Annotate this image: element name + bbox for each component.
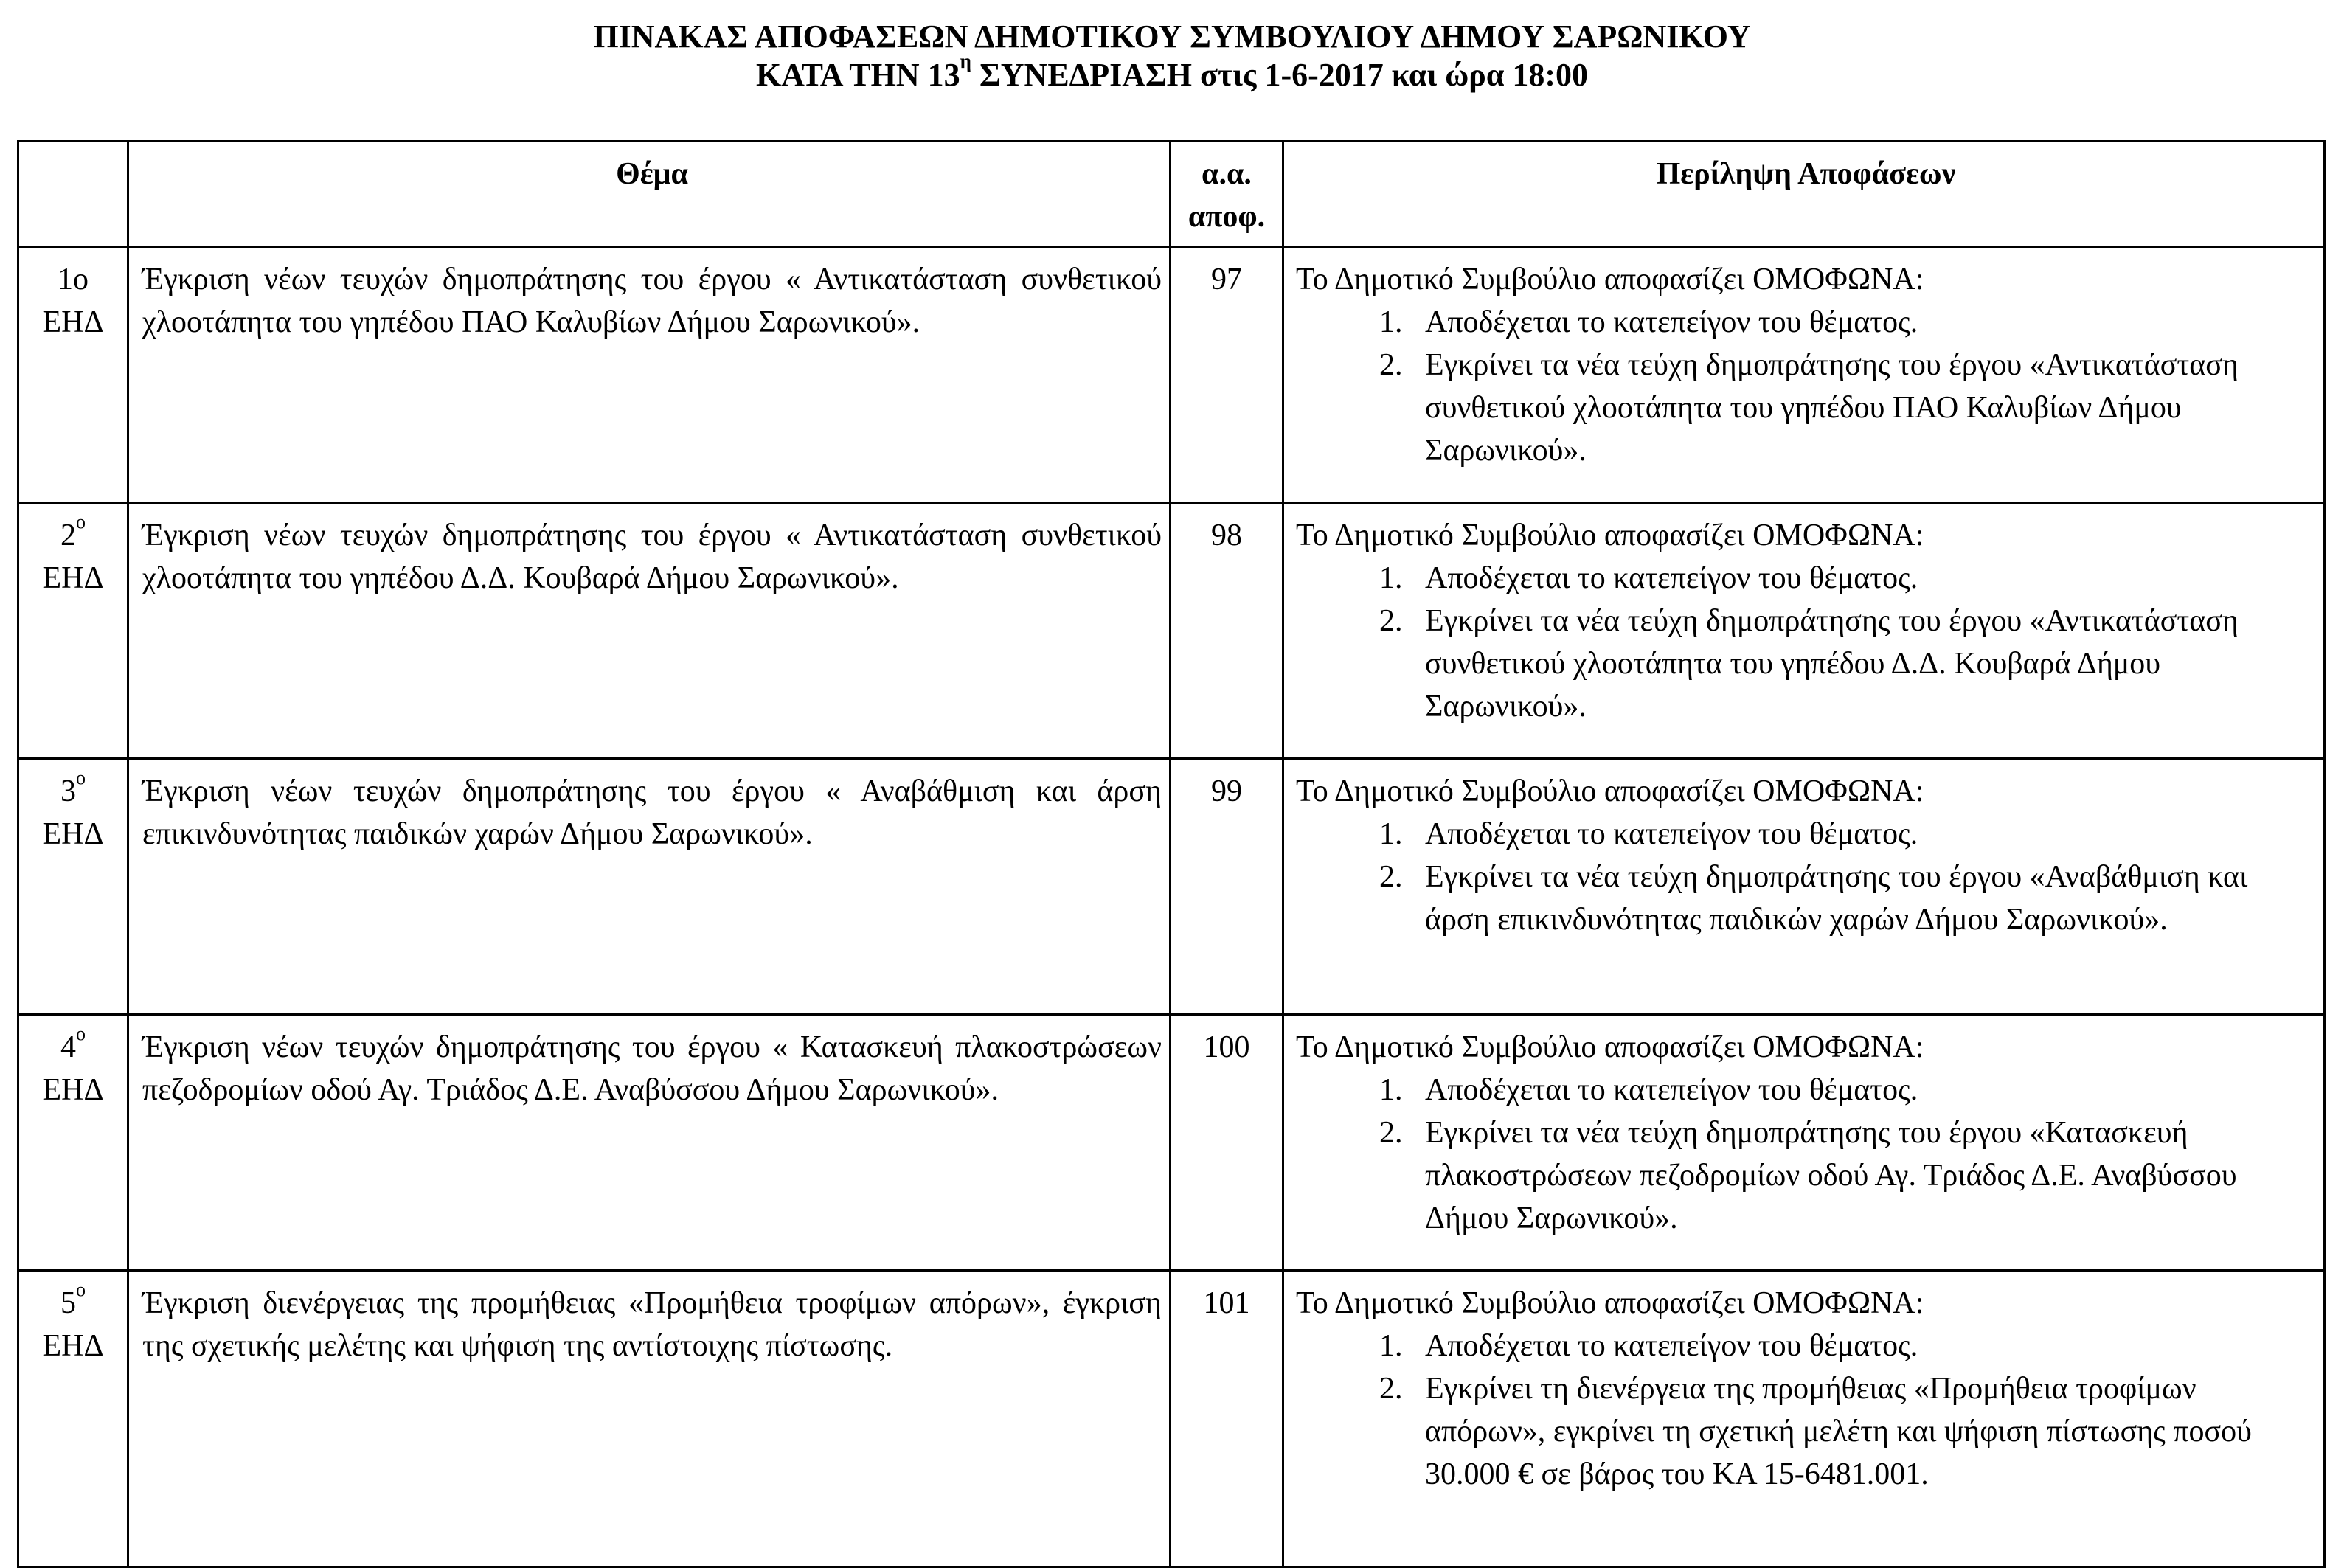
row-number-suffix: ΕΗΔ	[42, 1329, 104, 1363]
decision-item: 1. Αποδέχεται το κατεπείγον του θέματος.	[1410, 557, 2316, 600]
row-number	[18, 503, 128, 759]
row-summary	[1283, 759, 2325, 1015]
decision-item: 2. Εγκρίνει τα νέα τεύχη δημοπράτησης του έργου «Αναβάθμιση και άρση επικινδυνότητας παιδικών χαρών Δήμου Σαρωνικού».	[1410, 856, 2316, 941]
subtitle-pre: ΚΑΤΑ ΤΗΝ 13	[755, 57, 960, 93]
row-number-suffix: ΕΗΔ	[42, 817, 104, 851]
row-number	[18, 1015, 128, 1271]
header-aa-line1: α.α.	[1202, 157, 1252, 191]
decision-item: 1. Αποδέχεται το κατεπείγον του θέματος.	[1410, 1325, 2316, 1367]
header-summary: Περίληψη Αποφάσεων	[1283, 142, 2325, 247]
row-number-superscript: ο	[76, 511, 86, 533]
summary-intro: Το Δημοτικό Συμβούλιο αποφασίζει ΟΜΟΦΩΝΑ:	[1296, 1286, 1924, 1320]
decision-list	[1296, 1069, 2316, 1240]
decision-item: 2. Εγκρίνει τη διενέργεια της προμήθειας «Προμήθεια τροφίμων απόρων», εγκρίνει τη σχετική μελέτη και ψήφιση πίστωσης ποσού 30.000 € σε βάρος του ΚΑ 15-6481.001.	[1410, 1367, 2316, 1496]
header-aa-line2: αποφ.	[1187, 200, 1266, 234]
row-decision-no: 99	[1171, 759, 1283, 1015]
decision-list	[1296, 557, 2316, 728]
subtitle-superscript: η	[960, 50, 971, 72]
decision-list	[1296, 813, 2316, 941]
decisions-table	[17, 140, 2326, 1568]
row-subject: Έγκριση νέων τευχών δημοπράτησης του έργου « Κατασκευή πλακοστρώσεων πεζοδρομίων οδού Αγ. Τριάδος Δ.Ε. Αναβύσσου Δήμου Σαρωνικού».	[128, 1015, 1171, 1271]
row-number-value: 2	[60, 518, 76, 552]
row-number-value: 5	[60, 1286, 76, 1320]
row-summary	[1283, 247, 2325, 503]
row-number-superscript: ο	[76, 767, 86, 788]
row-number-suffix: ΕΗΔ	[42, 305, 104, 339]
row-subject: Έγκριση νέων τευχών δημοπράτησης του έργου « Αντικατάσταση συνθετικού χλοοτάπητα του γηπέδου ΠΑΟ Καλυβίων Δήμου Σαρωνικού».	[128, 247, 1171, 503]
row-number-suffix: ΕΗΔ	[42, 561, 104, 595]
row-number	[18, 247, 128, 503]
row-number-value: 4	[60, 1030, 76, 1064]
row-number	[18, 759, 128, 1015]
header-decision-no	[1171, 142, 1283, 247]
decision-item: 2. Εγκρίνει τα νέα τεύχη δημοπράτησης του έργου «Κατασκευή πλακοστρώσεων πεζοδρομίων οδού Αγ. Τριάδος Δ.Ε. Αναβύσσου Δήμου Σαρωνικού».	[1410, 1111, 2316, 1240]
table-body	[18, 247, 2325, 1567]
row-subject: Έγκριση νέων τευχών δημοπράτησης του έργου « Αναβάθμιση και άρση επικινδυνότητας παιδικών χαρών Δήμου Σαρωνικού».	[128, 759, 1171, 1015]
row-number-label	[19, 1023, 127, 1069]
decision-item: 2. Εγκρίνει τα νέα τεύχη δημοπράτησης του έργου «Αντικατάσταση συνθετικού χλοοτάπητα του γηπέδου Δ.Δ. Κουβαρά Δήμου Σαρωνικού».	[1410, 600, 2316, 728]
row-subject: Έγκριση διενέργειας της προμήθειας «Προμήθεια τροφίμων απόρων», έγκριση της σχετικής μελέτης και ψήφιση της αντίστοιχης πίστωσης.	[128, 1271, 1171, 1567]
decision-item: 1. Αποδέχεται το κατεπείγον του θέματος.	[1410, 813, 2316, 856]
row-number-suffix: ΕΗΔ	[42, 1073, 104, 1107]
document-subtitle	[0, 50, 2344, 96]
row-number-superscript: ο	[76, 1279, 86, 1300]
row-summary	[1283, 503, 2325, 759]
row-number-label	[19, 767, 127, 813]
row-decision-no: 98	[1171, 503, 1283, 759]
subtitle-post: ΣΥΝΕΔΡΙΑΣΗ στις 1-6-2017 και ώρα 18:00	[971, 57, 1589, 93]
summary-intro: Το Δημοτικό Συμβούλιο αποφασίζει ΟΜΟΦΩΝΑ:	[1296, 263, 1924, 296]
decision-list	[1296, 1325, 2316, 1496]
row-subject: Έγκριση νέων τευχών δημοπράτησης του έργου « Αντικατάσταση συνθετικού χλοοτάπητα του γηπέδου Δ.Δ. Κουβαρά Δήμου Σαρωνικού».	[128, 503, 1171, 759]
row-number-label	[19, 511, 127, 557]
row-number-label	[19, 258, 127, 301]
row-summary	[1283, 1015, 2325, 1271]
row-number-label	[19, 1279, 127, 1325]
summary-intro: Το Δημοτικό Συμβούλιο αποφασίζει ΟΜΟΦΩΝΑ:	[1296, 1030, 1924, 1064]
decision-item: 1. Αποδέχεται το κατεπείγον του θέματος.	[1410, 301, 2316, 344]
table-row	[18, 759, 2325, 1015]
decision-list	[1296, 301, 2316, 472]
row-decision-no: 97	[1171, 247, 1283, 503]
table-row	[18, 1015, 2325, 1271]
table-row	[18, 1271, 2325, 1567]
row-summary	[1283, 1271, 2325, 1567]
summary-intro: Το Δημοτικό Συμβούλιο αποφασίζει ΟΜΟΦΩΝΑ:	[1296, 774, 1924, 808]
decision-item: 1. Αποδέχεται το κατεπείγον του θέματος.	[1410, 1069, 2316, 1111]
row-number-value: 3	[60, 774, 76, 808]
header-num	[18, 142, 128, 247]
table-row	[18, 247, 2325, 503]
row-decision-no: 101	[1171, 1271, 1283, 1567]
header-subject: Θέμα	[128, 142, 1171, 247]
row-decision-no: 100	[1171, 1015, 1283, 1271]
summary-intro: Το Δημοτικό Συμβούλιο αποφασίζει ΟΜΟΦΩΝΑ:	[1296, 518, 1924, 552]
row-number-superscript: ο	[76, 1023, 86, 1044]
table-row	[18, 503, 2325, 759]
row-number-value: 1ο	[58, 263, 89, 296]
decision-item: 2. Εγκρίνει τα νέα τεύχη δημοπράτησης του έργου «Αντικατάσταση συνθετικού χλοοτάπητα του γηπέδου ΠΑΟ Καλυβίων Δήμου Σαρωνικού».	[1410, 344, 2316, 472]
row-number	[18, 1271, 128, 1567]
table-header-row	[18, 142, 2325, 247]
document-title: ΠΙΝΑΚΑΣ ΑΠΟΦΑΣΕΩΝ ΔΗΜΟΤΙΚΟΥ ΣΥΜΒΟΥΛΙΟΥ ΔΗΜΟΥ ΣΑΡΩΝΙΚΟΥ	[593, 18, 1751, 55]
